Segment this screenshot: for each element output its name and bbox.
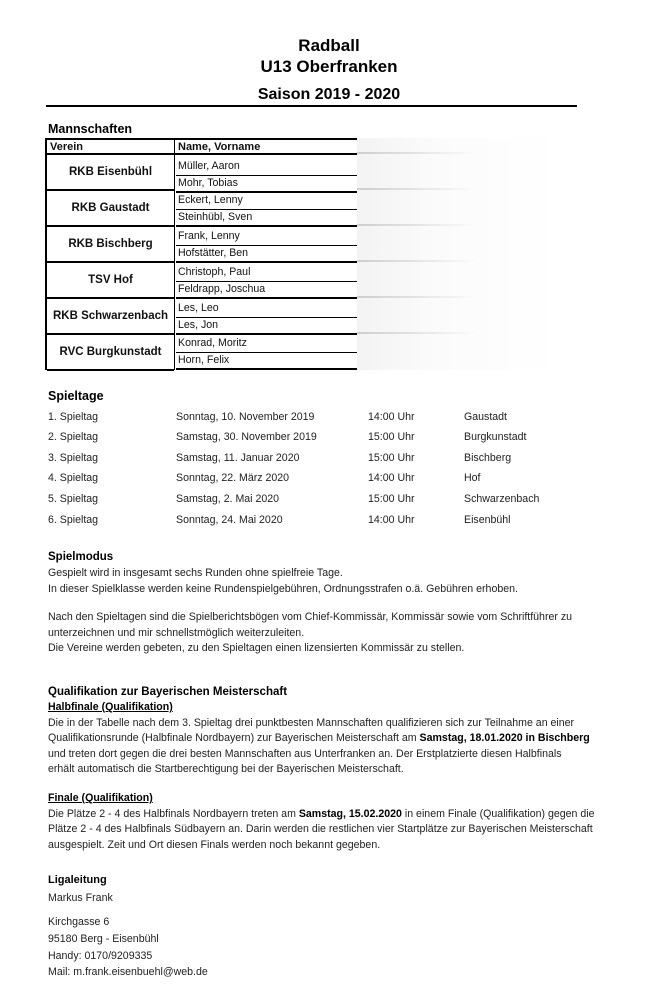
team-player: Les, Jon (176, 317, 357, 335)
schedule-day: 3. Spieltag (48, 452, 99, 464)
mode-text-2 (48, 610, 572, 657)
contact-name: Markus Frank (48, 892, 113, 904)
schedule-day: 4. Spieltag (48, 472, 99, 484)
blurred-area (357, 138, 557, 370)
schedule-time: 14:00 Uhr (368, 472, 415, 484)
contact-mail: Mail: m.frank.eisenbuehl@web.de (48, 966, 208, 979)
team-player: Steinhübl, Sven (176, 209, 357, 227)
final-heading: Finale (Qualifikation) (48, 792, 153, 804)
team-club: RKB Schwarzenbach (47, 299, 174, 335)
semifinal-line: Die in der Tabelle nach dem 3. Spieltag drei punktbesten Mannschaften qualifizieren sich zur Teilnahme an einer (48, 716, 575, 729)
schedule-day: 6. Spieltag (48, 514, 99, 526)
final-line: Die Plätze 2 - 4 des Halbfinals Nordbayern treten am Samstag, 15.02.2020 in einem Finale (Qualifikation) gegen die (48, 807, 595, 820)
final-section (48, 791, 608, 853)
schedule-time: 15:00 Uhr (368, 452, 415, 464)
header-name: Name, Vorname (178, 141, 261, 153)
mode-text (48, 566, 518, 597)
schedule-day: 1. Spieltag (48, 411, 99, 423)
schedule-date: Samstag, 2. Mai 2020 (176, 493, 280, 505)
team-player: Mohr, Tobias (176, 175, 357, 193)
semifinal-section (48, 700, 608, 778)
contact-city: 95180 Berg - Eisenbühl (48, 932, 159, 945)
team-club: TSV Hof (47, 263, 174, 299)
schedule-date: Samstag, 30. November 2019 (176, 431, 317, 443)
mode-line: Die Vereine werden gebeten, zu den Spieltagen einen lizensierten Kommissär zu stellen. (48, 642, 465, 654)
team-club: RKB Eisenbühl (47, 155, 174, 191)
schedule-place: Bischberg (464, 452, 512, 464)
schedule-date: Samstag, 11. Januar 2020 (176, 452, 300, 464)
schedule-day: 5. Spieltag (48, 493, 99, 505)
qualification-heading: Qualifikation zur Bayerischen Meisterschaft (48, 686, 288, 698)
mode-line: Nach den Spieltagen sind die Spielberichtsbögen vom Chief-Kommissär, Kommissär sowie vom Schriftführer zu (48, 611, 573, 623)
semifinal-heading: Halbfinale (Qualifikation) (48, 701, 173, 713)
schedule-day: 2. Spieltag (48, 431, 99, 443)
contact-details (48, 914, 208, 981)
mode-line: Gespielt wird in insgesamt sechs Runden ohne spielfreie Tage. (48, 567, 343, 579)
title-divider (46, 105, 577, 107)
teams-table-header (47, 140, 357, 155)
team-club: RKB Gaustadt (47, 191, 174, 227)
contact-heading: Ligaleitung (48, 874, 107, 886)
team-player: Christoph, Paul (176, 264, 357, 282)
semifinal-line: erhält automatisch die Startberechtigung bei der Bayerischen Meisterschaft. (48, 763, 404, 775)
final-line: ausgespielt. Zeit und Ort diesen Finals werden noch bekannt gegeben. (48, 838, 381, 851)
team-player: Les, Leo (176, 300, 357, 318)
mode-line: unterzeichnen und mir schnellstmöglich weiterzuleiten. (48, 626, 305, 639)
mode-heading: Spielmodus (48, 551, 114, 563)
season-title: Saison 2019 - 2020 (257, 86, 401, 103)
schedule-place: Burgkunstadt (464, 431, 527, 443)
schedule-date: Sonntag, 10. November 2019 (176, 411, 315, 423)
schedule-heading: Spieltage (48, 389, 104, 403)
schedule-time: 15:00 Uhr (368, 493, 415, 505)
team-player: Feldrapp, Joschua (176, 281, 357, 299)
team-player: Horn, Felix (176, 352, 357, 370)
schedule-date: Sonntag, 22. März 2020 (176, 472, 290, 484)
schedule-date: Sonntag, 24. Mai 2020 (176, 514, 283, 526)
final-line: Plätze 2 - 4 des Halbfinals Südbayern an. Darin werden die restlichen vier Startplätze zur Bayerischen Meisterschaft (48, 823, 593, 835)
contact-street: Kirchgasse 6 (48, 916, 110, 928)
team-player: Hofstätter, Ben (176, 245, 357, 263)
team-player: Konrad, Moritz (176, 335, 357, 353)
schedule-time: 15:00 Uhr (368, 431, 415, 443)
column-divider (174, 140, 175, 370)
team-player: Eckert, Lenny (176, 192, 357, 210)
semifinal-line: Qualifikationsrunde (Halbfinale Nordbayern) zur Bayerischen Meisterschaft am Samstag, 18.01.2020 in Bischberg (48, 732, 590, 744)
contact-phone: Handy: 0170/9209335 (48, 949, 153, 962)
team-club: RKB Bischberg (47, 227, 174, 263)
schedule-time: 14:00 Uhr (368, 514, 415, 526)
teams-heading: Mannschaften (48, 122, 133, 136)
header-club: Verein (50, 141, 84, 153)
teams-table (45, 138, 357, 370)
mode-line: In dieser Spielklasse werden keine Rundenspielgebühren, Ordnungsstrafen o.ä. Gebühren erhoben. (48, 582, 518, 595)
schedule-place: Eisenbühl (464, 514, 511, 526)
title-radball: Radball (298, 36, 360, 55)
team-club: RVC Burgkunstadt (47, 335, 174, 371)
schedule-place: Schwarzenbach (464, 493, 540, 505)
schedule-time: 14:00 Uhr (368, 411, 415, 423)
team-player: Müller, Aaron (176, 158, 357, 176)
schedule-place: Hof (464, 472, 481, 484)
team-player: Frank, Lenny (176, 228, 357, 246)
schedule-place: Gaustadt (464, 411, 507, 423)
semifinal-line: und treten dort gegen die drei besten Mannschaften aus Unterfranken an. Der Erstplatzierte diesen Halbfinals (48, 747, 562, 760)
title-league: U13 Oberfranken (260, 57, 398, 76)
